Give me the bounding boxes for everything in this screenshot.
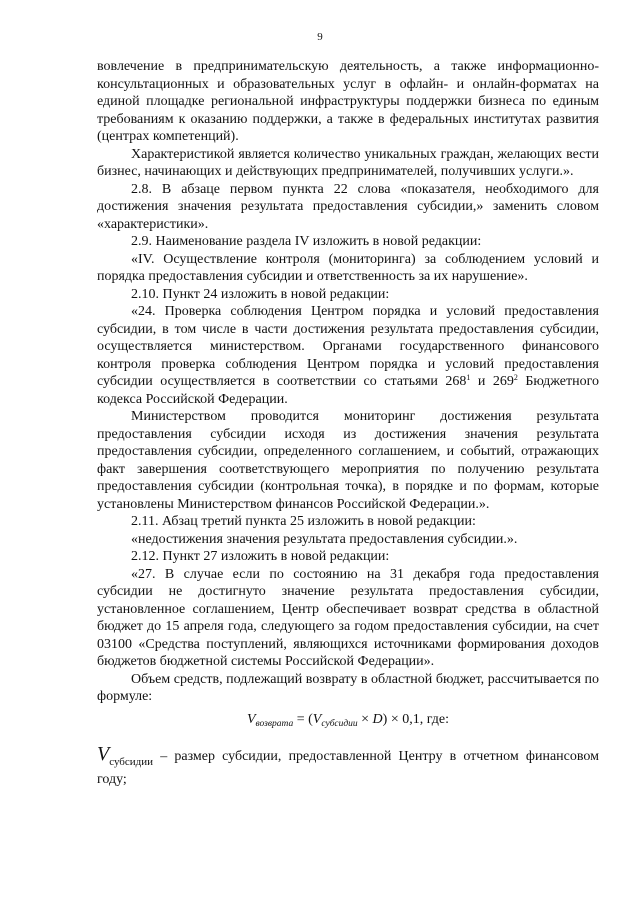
page-number: 9: [317, 31, 323, 43]
formula-subscript: возврата: [255, 718, 294, 729]
paragraph: 2.12. Пункт 27 изложить в новой редакции:: [131, 549, 390, 564]
definition-text: – размер субсидии, предоставленной Центру в отчетном финансовом году;: [97, 748, 599, 787]
formula-text: ×: [357, 711, 373, 727]
formula-variable: V: [312, 711, 322, 727]
text-run: и 269: [470, 374, 514, 389]
text-run: «24. Проверка соблюдения Центром порядка и условий предоставления субсидии, в том числе в части достижения результата предоставления субсидии, осуществляется министерством. Органами государственного финансового контроля проверка соблюдения Центром порядка и условий предоставления субсидии осуществляется в соответствии со статьями 268: [97, 304, 599, 389]
superscript: 1: [466, 373, 471, 382]
paragraph: Министерством проводится мониторинг достижения результата предоставления субсидии исходя из достижения значения результата предоставления субсидии, определенного соглашением, и событий, отражающих факт завершения соответствующего мероприятия по получению результата предоставления субсидии (контрольная точка), в порядке и по формам, которые установлены Министерством финансов Российской Федерации.».: [97, 409, 599, 512]
paragraph: «IV. Осуществление контроля (мониторинга) за соблюдением условий и порядка предоставления субсидии и ответственность за их нарушение».: [97, 251, 599, 284]
formula-text: ) × 0,1, где:: [382, 711, 450, 727]
paragraph: Характеристикой является количество уникальных граждан, желающих вести бизнес, начинающих и действующих предпринимателей, получивших услуги.».: [97, 146, 599, 179]
variable-definition: [97, 742, 599, 789]
formula-variable: D: [372, 711, 383, 727]
text-run: Бюджетного кодекса Российской Федерации.: [97, 374, 599, 407]
paragraph: 2.10. Пункт 24 изложить в новой редакции:: [131, 286, 390, 302]
paragraph: Объем средств, подлежащий возврату в областной бюджет, рассчитывается по формуле:: [97, 671, 599, 704]
paragraph: 2.8. В абзаце первом пункта 22 слова «показателя, необходимого для достижения значения результата предоставления субсидии,» заменить словом «характеристики».: [97, 181, 599, 232]
paragraph: «недостижения значения результата предоставления субсидии.».: [131, 531, 518, 547]
formula-variable: V: [246, 711, 256, 727]
superscript: 2: [513, 373, 518, 382]
paragraph: 2.9. Наименование раздела IV изложить в новой редакции:: [131, 234, 482, 249]
paragraph: 2.11. Абзац третий пункта 25 изложить в новой редакции:: [131, 514, 476, 529]
formula-text: = (: [293, 711, 313, 727]
paragraph: [97, 303, 599, 408]
definition-subscript: субсидии: [109, 755, 154, 768]
formula: [97, 709, 599, 735]
document-body: [97, 58, 599, 789]
paragraph: «27. В случае если по состоянию на 31 декабря года предоставления субсидии не достигнуто значение результата предоставления субсидии, установленное соглашением, Центр обеспечивает возврат средства в областной бюджет до 15 апреля года, следующего за годом предоставления субсидии, на счет 03100 «Средства поступлений, являющихся источниками формирования доходов бюджетов бюджетной системы Российской Федерации».: [97, 566, 599, 669]
formula-subscript: субсидии: [321, 718, 358, 729]
paragraph: вовлечение в предпринимательскую деятельность, а также информационно-консультационных и образовательных услуг в офлайн- и онлайн-форматах на единой площадке региональной инфраструктуры поддержки бизнеса по единым требованиям к оказанию поддержки, а также в федеральных институтах развития (центрах компетенций).: [97, 59, 599, 144]
definition-variable: V: [97, 742, 110, 765]
